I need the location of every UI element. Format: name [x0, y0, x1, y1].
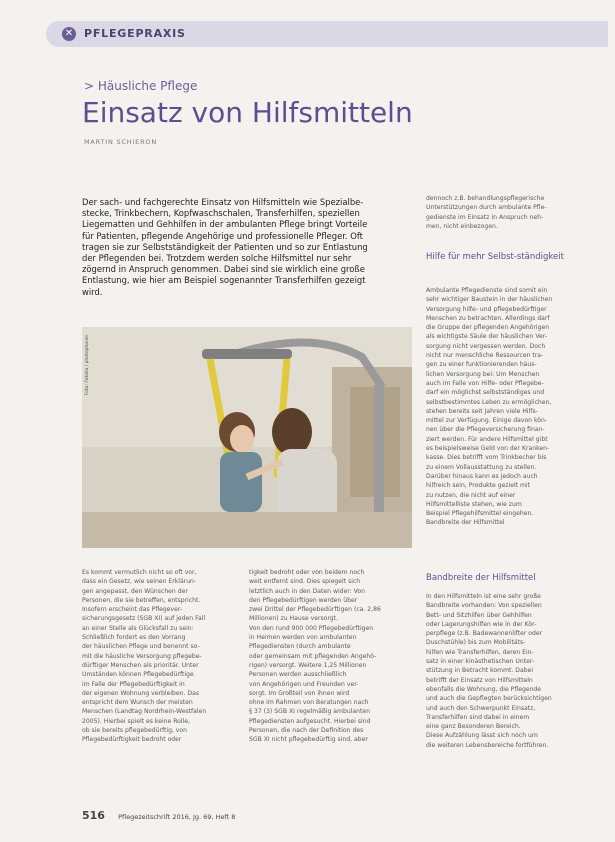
body-line: Bandbreite vorhanden: Von speziellen [426, 602, 542, 610]
body-line: letztlich auch in den Daten wider: Von [249, 587, 365, 595]
article-kicker: > Häusliche Pflege [84, 79, 198, 93]
body-line: darf ein möglichst selbstständiges und [426, 389, 545, 397]
body-line: gedienste im Einsatz in Anspruch neh- [426, 213, 544, 221]
body-line: zu einem Vollausstattung zu stellen. [426, 463, 537, 471]
body-line: sorgt. Im Großteil von ihnen wird [249, 689, 350, 697]
body-line: Pflegebedürftigkeit bedroht oder [82, 736, 182, 744]
body-line: tigkeit bedroht oder von beidem noch [249, 569, 365, 576]
journal-citation: Pflegezeitschrift 2016, Jg. 69, Heft 8 [118, 813, 236, 821]
body-line: lichen Versorgung bei: Um Menschen [426, 370, 540, 378]
body-line: SGB XI nicht pflegebedürftig sind, aber [249, 736, 368, 744]
body-line: dass ein Gesetz, wie seinen Erklärun- [82, 578, 197, 586]
body-line: oder gemeinsam mit pflegenden Angehö- [249, 652, 377, 660]
body-line: hilfen wie Transferhilfen, deren Ein- [426, 648, 534, 656]
photo-credit: Foto: Fotolia / photophonie [85, 335, 90, 396]
body-line: rigen) versorgt. Weitere 1,25 Millionen [249, 661, 367, 669]
body-line: Umständen können Pflegebedürftige [82, 671, 194, 679]
body-column-3-top [426, 194, 598, 231]
body-line: Schließlich fordert es den Vorrang [82, 634, 186, 642]
body-line: als wichtigste Säule der häuslichen Ver- [426, 333, 548, 341]
body-line: dürftiger Menschen als prioritär. Unter [82, 661, 199, 669]
subheading-bandbreite: Bandbreite der Hilfsmittel [426, 573, 536, 583]
body-line: eine ganz Besonderen Bereich. [426, 723, 521, 731]
body-line: dennoch z.B. behandlungspflegerische [426, 195, 545, 202]
body-line: Personen werden ausschließlich [249, 671, 347, 679]
body-line: Millionen) zu Hause versorgt. [249, 615, 338, 623]
article-title: Einsatz von Hilfsmitteln [82, 96, 413, 129]
lead-line: stecke, Trinkbechern, Kopfwaschschalen, Transferhilfen, speziellen [82, 208, 360, 219]
lead-line: für Patienten, pflegende Angehörige und professionelle Pfleger. Oft [82, 230, 363, 241]
x-icon: ✕ [62, 27, 76, 41]
body-line: Duschstühle) bis zum Mobilitäts- [426, 639, 526, 647]
lead-line: zögernd in Anspruch genommen. Dabei sind sie wirklich eine große [82, 264, 365, 275]
body-line: Darüber hinaus kann es jedoch auch [426, 472, 538, 480]
body-line: § 37 (3) SGB XI regelmäßig ambulanten [249, 708, 370, 716]
body-line: nen über die Pflegeversicherung finan- [426, 426, 545, 434]
body-line: weit entfernt sind. Dies spiegelt sich [249, 578, 361, 586]
body-line: entspricht dem Wunsch der meisten [82, 699, 193, 707]
body-line: mit die häusliche Versorgung pflegebe- [82, 652, 202, 660]
body-line: den Pflegebedürftigen werden über [249, 596, 358, 604]
body-line: die weiteren Lebensbereiche fortführen. [426, 741, 549, 749]
body-line: stützung in Betracht kommt. Dabei [426, 667, 534, 675]
body-line: oder Lagerungshilfen wie in der Kör- [426, 620, 537, 628]
body-line: von Angehörigen und Freunden ver- [249, 680, 359, 688]
body-line: Es kommt vermutlich nicht so oft vor, [82, 569, 197, 576]
body-column-3-mid [426, 286, 598, 528]
body-line: men, nicht einbezogen. [426, 222, 498, 230]
body-line: gen angepasst, den Wünschen der [82, 587, 188, 595]
article-author: MARTIN SCHIERON [84, 138, 157, 146]
body-line: Insofern erscheint das Pflegever- [82, 606, 183, 614]
body-column-2 [249, 568, 409, 745]
lead-line: der Pflegenden bei. Trotzdem werden solche Hilfsmittel nur sehr [82, 253, 352, 264]
body-line: betrifft der Einsatz von Hilfsmitteln [426, 676, 533, 684]
body-line: die Gruppe der pflegenden Angehörigen [426, 324, 550, 332]
body-line: Ambulante Pflegedienste sind somit ein [426, 287, 548, 294]
lead-line: wird. [82, 286, 103, 297]
body-line: im Falle der Pflegebedürftigkeit in [82, 680, 185, 688]
body-line: satz in einer kinästhetischen Unter- [426, 658, 535, 666]
body-line: ziert werden. Für andere Hilfsmittel gibt [426, 435, 548, 443]
body-line: Menschen zu betrachten. Allerdings darf [426, 314, 550, 322]
body-line: Menschen (Landtag Nordrhein-Westfalen [82, 708, 207, 716]
body-line: und auch die Gepflegten berücksichtigen [426, 695, 552, 703]
subheading-selbststaendigkeit: Hilfe für mehr Selbst-ständigkeit [426, 252, 564, 262]
body-line: es beispielsweise Geld von der Kranken- [426, 445, 550, 453]
body-line: Von den rund 900 000 Pflegebedürftigen [249, 624, 374, 632]
body-line: sicherungsgesetz (SGB XI) auf jeden Fall [82, 615, 206, 623]
body-line: an einer Stelle als Glücksfall zu sein: [82, 624, 194, 632]
body-line: ebenfalls die Wohnung, die Pflegende [426, 685, 542, 693]
body-line: Bett- und Sitzhilfen über Gehhilfen [426, 611, 532, 619]
body-line: sehr wichtiger Baustein in der häuslichen [426, 296, 553, 304]
body-line: zwei Drittel der Pflegebedürftigen (ca. 2,86 [249, 606, 381, 614]
body-line: nicht nur menschliche Ressourcen tra- [426, 352, 544, 360]
body-line: gen zu einer funktionierenden häus- [426, 361, 537, 369]
lead-paragraph [82, 197, 394, 298]
body-line: Bandbreite der Hilfsmittel [426, 519, 505, 527]
lead-line: Der sach- und fachgerechte Einsatz von Hilfsmitteln wie Spezialbe- [82, 197, 364, 207]
body-line: Hilfsmittelliste stehen, wie zum [426, 500, 522, 508]
body-line: In den Hilfsmitteln ist eine sehr große [426, 593, 541, 600]
body-line: kasse. Dies betrifft vom Trinkbecher bis [426, 454, 547, 462]
page-number: 516 [82, 809, 105, 822]
body-line: hilfreich sein, Produkte gezielt mit [426, 482, 531, 490]
body-line: Personen, die sie betreffen, entspricht. [82, 596, 201, 604]
page-footer [82, 804, 235, 823]
body-line: der eigenen Wohnung verbleiben. Das [82, 689, 199, 697]
body-line: perpflege (z.B. Badewannenlifter oder [426, 630, 543, 638]
body-line: Diese Aufzählung lässt sich noch um [426, 732, 538, 740]
lead-line: Entlastung, wie hier am Beispiel sogenannter Transferhilfen gezeigt [82, 275, 366, 286]
body-line: zu nutzen, die nicht auf einer [426, 491, 516, 499]
body-line: Pflegediensten (durch ambulante [249, 643, 351, 651]
body-line: Unterstützungen durch ambulante Pfle- [426, 204, 547, 212]
body-line: mittel zur Verfügung. Einige davon kön- [426, 417, 548, 425]
body-line: stehen bereits seit Jahren viele Hilfs- [426, 407, 538, 415]
body-line: selbstbestimmtes Leben zu ermöglichen, [426, 398, 552, 406]
body-line: Transferhilfen sind dabei in einem [426, 713, 530, 721]
body-line: ob sie bereits pflegebedürftig, von [82, 727, 188, 735]
body-column-3-bottom [426, 592, 598, 750]
transfer-lift-illustration [82, 327, 412, 548]
body-line: Beispiel Pflegehilfsmittel eingehen. [426, 510, 534, 518]
body-line: ohne im Rahmen von Beratungen nach [249, 699, 369, 707]
body-column-1 [82, 568, 240, 745]
body-line: in Heimen werden von ambulanten [249, 634, 357, 642]
lead-line: tragen sie zur Selbstständigkeit der Patienten und so zur Entlastung [82, 241, 368, 252]
body-line: und auch den Schwerpunkt Einsatz, [426, 704, 536, 712]
body-line: Personen, die nach der Definition des [249, 727, 364, 735]
body-line: 2005). Hierbei spielt es keine Rolle, [82, 717, 190, 725]
lead-line: Liegematten und Gehhilfen in der ambulanten Pflege bringt Vorteile [82, 219, 368, 230]
section-label: PFLEGEPRAXIS [84, 27, 186, 40]
article-photo [82, 327, 412, 548]
body-line: auch im Falle von Hilfe- oder Pflegebe- [426, 379, 544, 387]
body-line: sorgung nicht vergessen werden. Doch [426, 342, 546, 350]
body-line: Versorgung hilfe- und pflegebedürftiger [426, 305, 547, 313]
body-line: der häuslichen Pflege und benennt so- [82, 643, 200, 651]
body-line: Pflegediensten aufgesucht. Hierbei sind [249, 717, 371, 725]
